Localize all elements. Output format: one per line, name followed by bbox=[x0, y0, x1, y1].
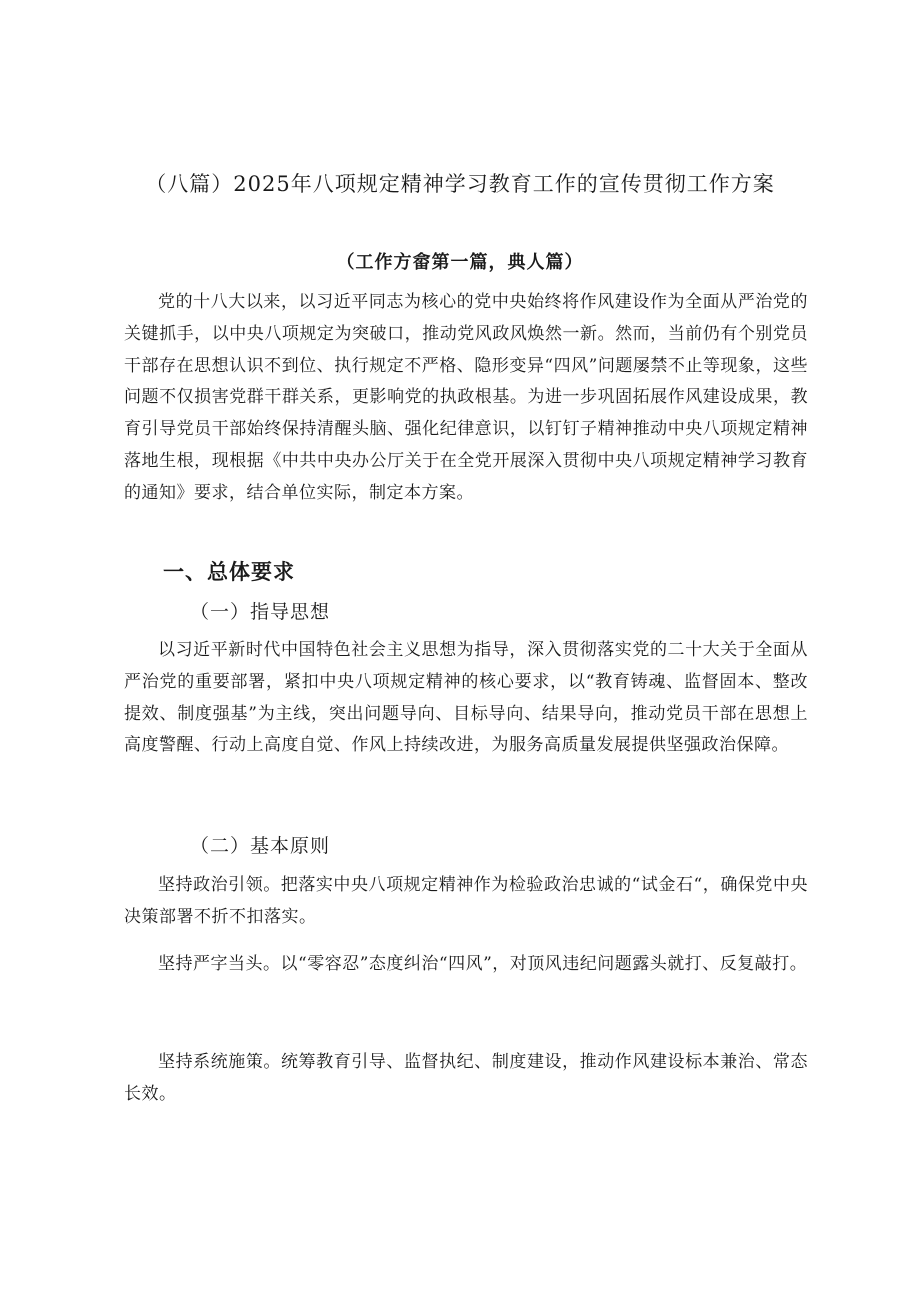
subsection-heading-guiding-thought: （一）指导思想 bbox=[190, 601, 331, 623]
intro-paragraph: 党的十八大以来，以习近平同志为核心的党中央始终将作风建设作为全面从严治党的关键抓手，以中央八项规定为突破口，推动党风政风焕然一新。然而，当前仍有个别党员干部存在思想认识不到位、执行规定不严格、隐形变异“四风”问题屡禁不止等现象，这些问题不仅损害党群干群关系，更影响党的执政根基。为进一步巩固拓展作风建设成果，教育引导党员干部始终保持清醒头脑、强化纪律意识，以钉钉子精神推动中央八项规定精神落地生根，现根据《中共中央办公厅关于在全党开展深入贯彻中央八项规定精神学习教育的通知》要求，结合单位实际，制定本方案。 bbox=[124, 292, 808, 503]
principle-political-leadership: 坚持政治引领。把落实中央八项规定精神作为检验政治忠诚的“试金石“，确保党中央决策部署不折不扣落实。 bbox=[124, 875, 808, 927]
section-heading-general-requirements: 一、总体要求 bbox=[163, 560, 295, 584]
guiding-thought-paragraph: 以习近平新时代中国特色社会主义思想为指导，深入贯彻落实党的二十大关于全面从严治党的重要部署，紧扣中央八项规定精神的核心要求，以“教育铸魂、监督固本、整改提效、制度强基”为主线，突出问题导向、目标导向、结果导向，推动党员干部在思想上高度警醒、行动上高度自觉、作风上持续改进，为服务高质量发展提供坚强政治保障。 bbox=[124, 640, 808, 756]
subsection-heading-basic-principles: （二）基本原则 bbox=[190, 835, 331, 857]
principle-systematic-approach: 坚持系统施策。统筹教育引导、监督执纪、制度建设，推动作风建设标本兼治、常态长效。 bbox=[124, 1052, 808, 1104]
document-title: （八篇）2025年八项规定精神学习教育工作的宣传贯彻工作方案 bbox=[145, 172, 775, 196]
document-subtitle: （工作方畲第一篇，典人篇） bbox=[336, 252, 584, 273]
principle-strictness: 坚持严字当头。以“零容忍”态度纠治“四风”，对顶风违纪问题露头就打、反复敲打。 bbox=[158, 954, 808, 974]
